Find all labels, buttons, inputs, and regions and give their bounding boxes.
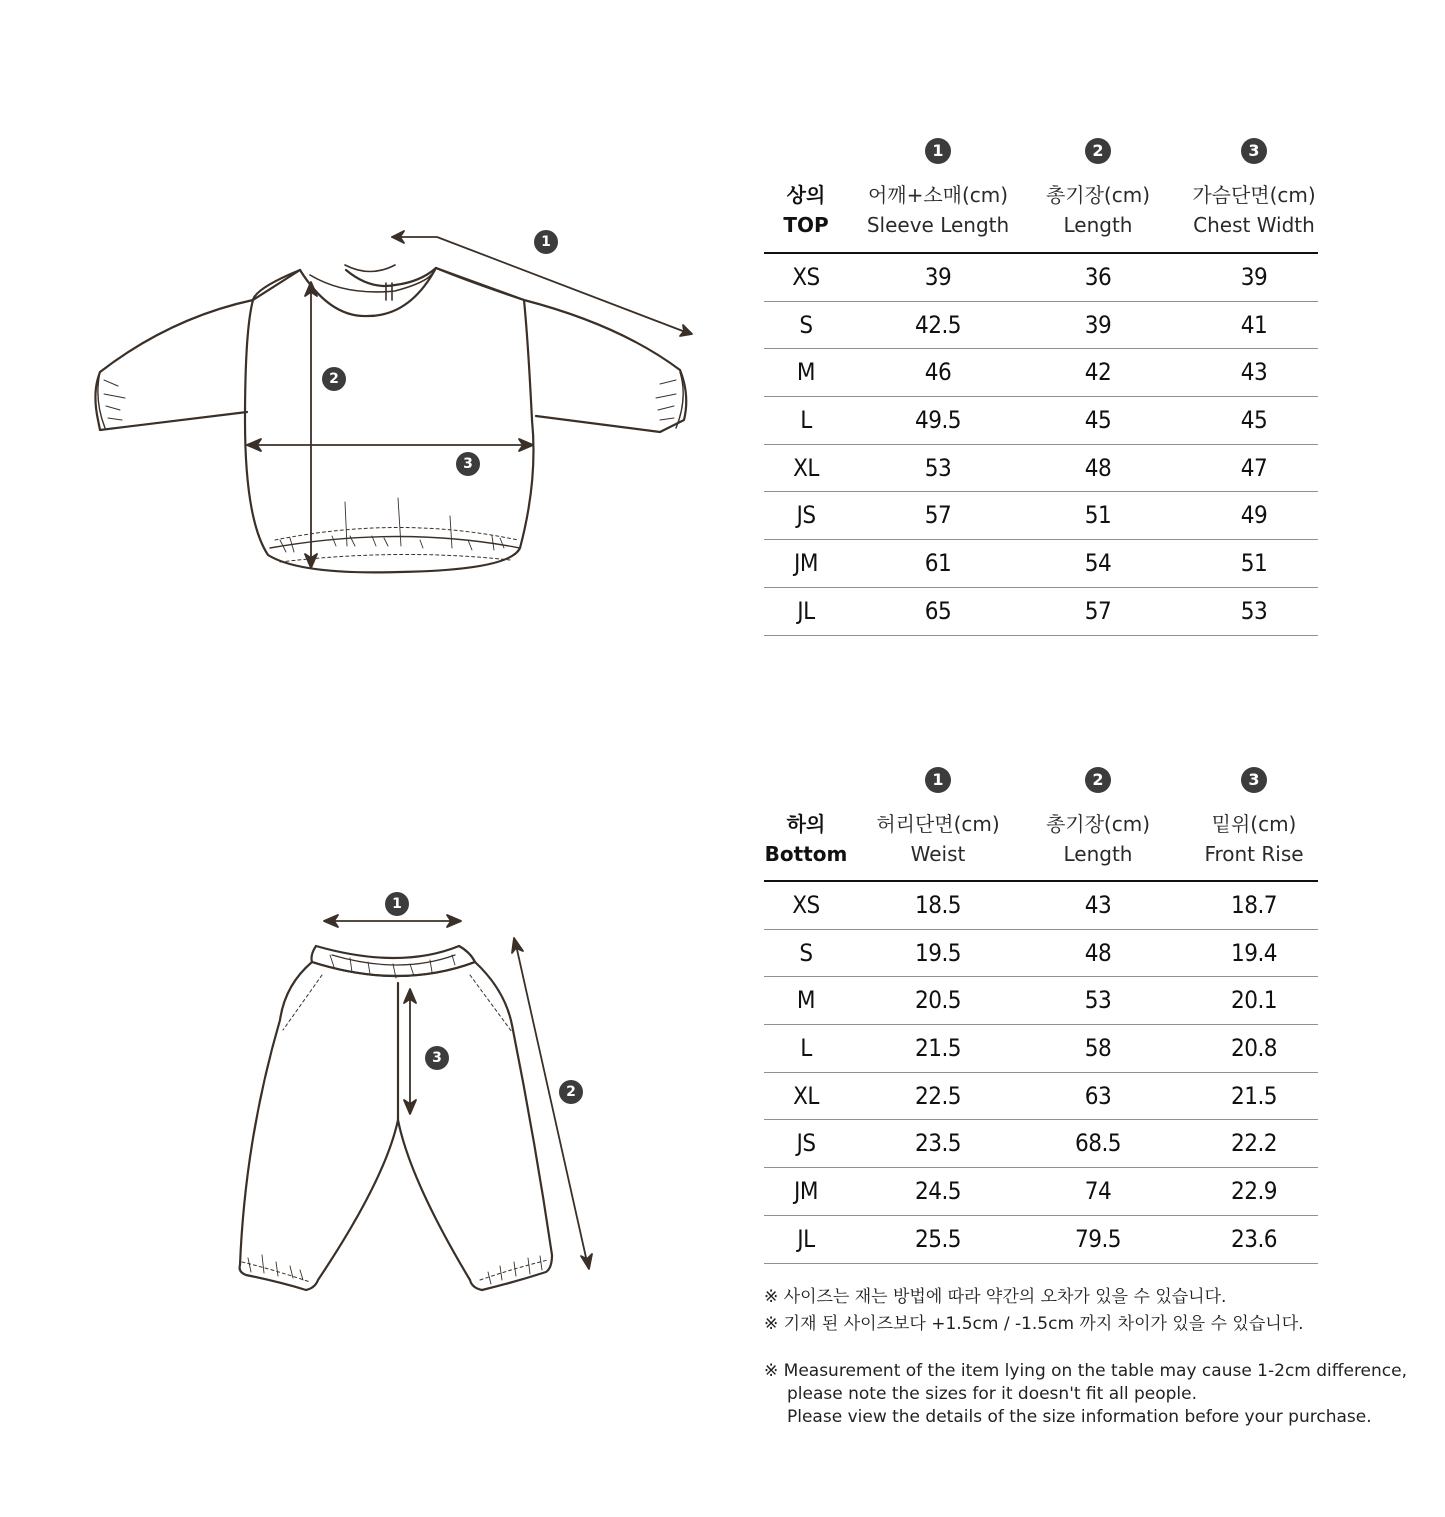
top-diagram-marker-2: 2: [322, 367, 346, 391]
chest-value: 43: [1240, 358, 1268, 387]
top-garment-diagram: [88, 225, 708, 585]
waist-value: 21.5: [914, 1034, 962, 1063]
length-value: 63: [1084, 1081, 1112, 1110]
rise-value: 19.4: [1230, 938, 1278, 967]
table-row: [764, 1120, 1318, 1168]
chest-value: 53: [1240, 596, 1268, 625]
size-label: L: [800, 1034, 812, 1063]
rise-value: 22.2: [1230, 1129, 1278, 1158]
waist-value: 18.5: [914, 891, 962, 919]
length-value: 54: [1084, 549, 1112, 578]
size-label: JM: [794, 549, 818, 578]
table-row: [764, 397, 1318, 445]
size-label: JS: [796, 1129, 816, 1158]
table-row: [764, 492, 1318, 540]
length-value: 68.5: [1074, 1129, 1122, 1158]
chest-value: 41: [1240, 310, 1268, 339]
size-label: XL: [793, 1081, 819, 1110]
length-value: 39: [1084, 310, 1112, 339]
sleeve-value: 53: [924, 453, 952, 482]
bottom-col-header-length: 총기장(cm) Length: [1045, 812, 1151, 866]
top-col-header-sleeve: 어깨+소매(cm) Sleeve Length: [866, 183, 1010, 237]
size-notes: [764, 1284, 1407, 1429]
length-value: 36: [1084, 263, 1112, 291]
size-label: XL: [793, 453, 819, 482]
size-label: L: [800, 406, 812, 435]
bottom-col-marker-2: 2: [1085, 767, 1111, 793]
waist-value: 23.5: [914, 1129, 962, 1158]
size-label: XS: [792, 891, 820, 919]
chest-value: 49: [1240, 501, 1268, 530]
table-row: [764, 882, 1318, 930]
rise-value: 23.6: [1230, 1224, 1278, 1253]
size-label: JM: [794, 1177, 818, 1206]
bottom-col-header-waist: 허리단면(cm) Weist: [876, 812, 1000, 866]
length-value: 48: [1084, 453, 1112, 482]
top-section-label: 상의 TOP: [783, 183, 829, 237]
top-col-header-chest: 가슴단면(cm) Chest Width: [1192, 183, 1316, 237]
waist-value: 24.5: [914, 1177, 962, 1206]
note-en-1: ※ Measurement of the item lying on the table may cause 1-2cm difference,: [764, 1361, 1408, 1381]
size-label: JL: [797, 1224, 815, 1253]
length-value: 79.5: [1074, 1224, 1122, 1253]
sleeve-value: 42.5: [914, 310, 962, 339]
bottom-diagram-marker-2: 2: [559, 1080, 583, 1104]
chest-value: 45: [1240, 406, 1268, 435]
size-label: JS: [796, 501, 816, 530]
top-column-markers: [764, 138, 1318, 168]
length-value: 51: [1084, 501, 1112, 530]
length-value: 43: [1084, 891, 1112, 919]
table-row: [764, 1168, 1318, 1216]
top-col-marker-1: 1: [925, 138, 951, 164]
note-en-2: please note the sizes for it doesn't fit all people.: [787, 1384, 1198, 1404]
size-label: S: [799, 310, 813, 339]
sleeve-value: 39: [924, 263, 952, 291]
size-label: XS: [792, 263, 820, 291]
top-col-marker-3: 3: [1241, 138, 1267, 164]
rise-value: 20.8: [1230, 1034, 1278, 1063]
bottom-size-table: [764, 767, 1318, 1272]
waist-value: 22.5: [914, 1081, 962, 1110]
waist-value: 25.5: [914, 1224, 962, 1253]
note-ko-1: ※ 사이즈는 재는 방법에 따라 약간의 오차가 있을 수 있습니다.: [764, 1287, 1227, 1307]
sleeve-value: 65: [924, 596, 952, 625]
top-size-table: [764, 138, 1318, 643]
length-value: 74: [1084, 1177, 1112, 1206]
length-value: 57: [1084, 596, 1112, 625]
table-row: [764, 349, 1318, 397]
size-label: M: [796, 986, 816, 1015]
table-row: [764, 977, 1318, 1025]
size-label: S: [799, 938, 813, 967]
bottom-section-label: 하의 Bottom: [764, 812, 848, 866]
top-col-header-length: 총기장(cm) Length: [1045, 183, 1151, 237]
bottom-col-marker-3: 3: [1241, 767, 1267, 793]
sleeve-value: 49.5: [914, 406, 962, 435]
bottom-column-markers: [764, 767, 1318, 797]
size-label: M: [796, 358, 816, 387]
rise-value: 22.9: [1230, 1177, 1278, 1206]
note-en-3: Please view the details of the size information before your purchase.: [787, 1407, 1372, 1427]
top-diagram-marker-3: 3: [456, 452, 480, 476]
chest-value: 39: [1240, 263, 1268, 291]
length-value: 42: [1084, 358, 1112, 387]
table-row: [764, 1073, 1318, 1121]
waist-value: 19.5: [914, 938, 962, 967]
bottom-garment-diagram: [225, 885, 605, 1295]
length-value: 48: [1084, 938, 1112, 967]
bottom-diagram-marker-3: 3: [425, 1046, 449, 1070]
table-row: [764, 588, 1318, 636]
table-row: [764, 302, 1318, 350]
note-ko-2: ※ 기재 된 사이즈보다 +1.5cm / -1.5cm 까지 차이가 있을 수 있습니다.: [764, 1314, 1304, 1334]
rise-value: 21.5: [1230, 1081, 1278, 1110]
length-value: 58: [1084, 1034, 1112, 1063]
table-row: [764, 930, 1318, 978]
waist-value: 20.5: [914, 986, 962, 1015]
table-row: [764, 1025, 1318, 1073]
table-row: [764, 254, 1318, 302]
top-col-marker-2: 2: [1085, 138, 1111, 164]
table-row: [764, 1216, 1318, 1264]
length-value: 45: [1084, 406, 1112, 435]
size-label: JL: [797, 596, 815, 625]
sleeve-value: 46: [924, 358, 952, 387]
rise-value: 18.7: [1230, 891, 1278, 919]
sleeve-value: 57: [924, 501, 952, 530]
length-value: 53: [1084, 986, 1112, 1015]
rise-value: 20.1: [1230, 986, 1278, 1015]
top-table-body: [764, 254, 1318, 636]
bottom-col-header-rise: 밑위(cm) Front Rise: [1204, 812, 1304, 866]
chest-value: 47: [1240, 453, 1268, 482]
table-row: [764, 540, 1318, 588]
bottom-diagram-marker-1: 1: [385, 892, 409, 916]
bottom-table-body: [764, 882, 1318, 1264]
top-diagram-marker-1: 1: [534, 230, 558, 254]
chest-value: 51: [1240, 549, 1268, 578]
table-row: [764, 445, 1318, 493]
sleeve-value: 61: [924, 549, 952, 578]
bottom-col-marker-1: 1: [925, 767, 951, 793]
